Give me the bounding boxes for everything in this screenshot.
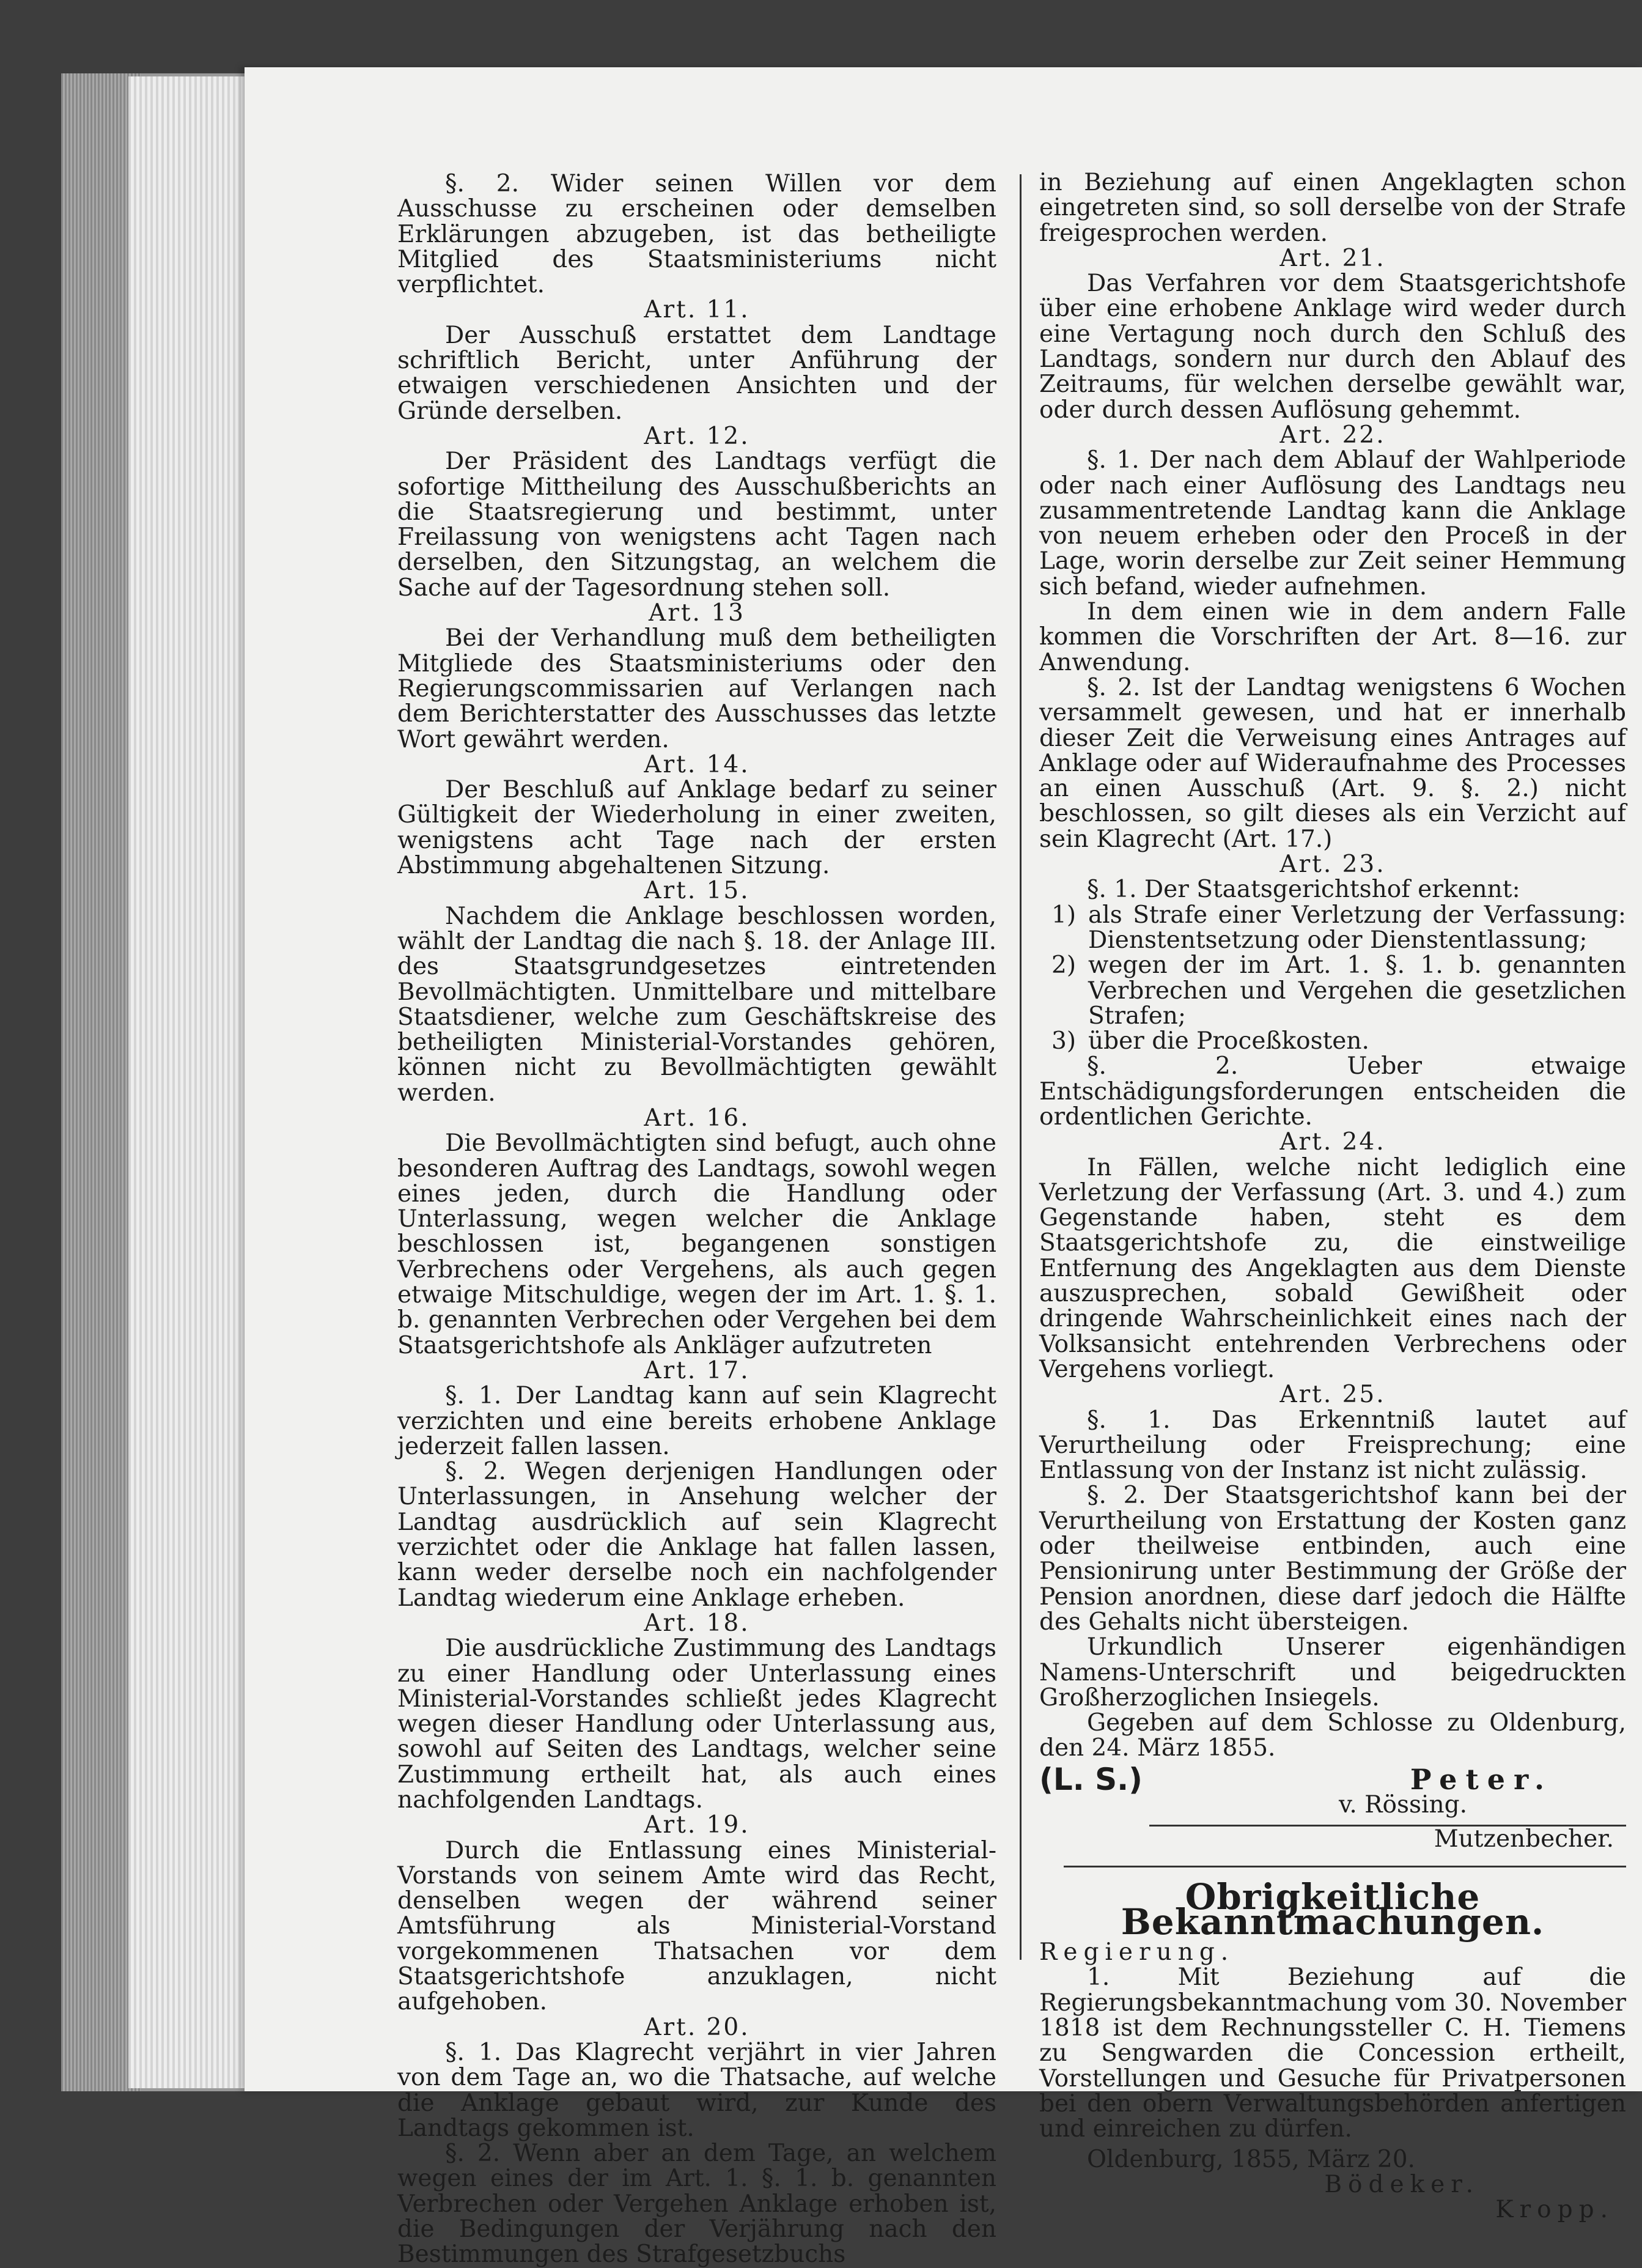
paragraph: In Fällen, welche nicht lediglich eine Verletzung der Verfassung (Art. 3. und 4.) zum Gegenstande haben, steht es dem Staatsgerichtshofe zu, die einstweilige Entfernung des Angeklagten aus dem Dienste auszusprechen, sobald Gewißheit oder dringende Wahrscheinlichkeit eines nach der Volksansicht entehrenden Verbrechens oder Vergehens vorliegt. bbox=[1039, 1153, 1626, 1383]
paragraph: Urkundlich Unserer eigenhändigen Namens-Unterschrift und beigedruckten Großherzoglichen Insiegels. bbox=[1039, 1633, 1626, 1712]
paragraph: §. 1. Der nach dem Ablauf der Wahlperiode oder nach einer Auflösung des Landtags neu zusammentretende Landtag kann die Anklage von neuem erheben oder den Proceß in der Lage, worin derselbe zur Zeit seiner Hemmung sich befand, wieder aufnehmen. bbox=[1039, 446, 1626, 600]
article-heading: Art. 11. bbox=[644, 296, 750, 324]
list-item bbox=[1039, 903, 1626, 953]
list-number: 1) bbox=[1051, 901, 1077, 929]
article-heading: Art. 24. bbox=[1279, 1128, 1386, 1156]
article-heading: Art. 20. bbox=[644, 2013, 750, 2041]
signature-kropp: Kropp. bbox=[1495, 2196, 1614, 2224]
article-heading: Art. 19. bbox=[644, 1811, 750, 1839]
paragraph: 1. Mit Beziehung auf die Regierungsbekanntmachung vom 30. November 1818 ist dem Rechnungssteller C. H. Tiemens zu Sengwarden die Concession ertheilt, Vorstellungen und Gesuche für Privatpersonen bei den obern Verwaltungsbehörden anfertigen und einreichen zu dürfen. bbox=[1039, 1963, 1626, 2143]
paragraph: Bei der Verhandlung muß dem betheiligten Mitgliede des Staatsministeriums oder den Regierungscommissarien auf Verlangen nach dem Berichterstatter des Ausschusses das letzte Wort gewährt werden. bbox=[397, 624, 996, 753]
article-heading: Art. 25. bbox=[1279, 1381, 1386, 1409]
paragraph: Gegeben auf dem Schlosse zu Oldenburg, den 24. März 1855. bbox=[1039, 1709, 1626, 1762]
signature-roessing: v. Rössing. bbox=[1338, 1791, 1467, 1819]
column-divider bbox=[1020, 174, 1022, 1960]
list-item bbox=[1039, 953, 1626, 1029]
article-heading: Art. 12. bbox=[644, 422, 750, 450]
list-item bbox=[1039, 1029, 1626, 1054]
paragraph: Die ausdrückliche Zustimmung des Landtags zu einer Handlung oder Unterlassung eines Ministerial-Vorstandes schließt jedes Klagrecht wegen dieser Handlung oder Unterlassung aus, sowohl auf Seiten des Landtags, welcher seine Zustimmung ertheilt hat, als auch eines nachfolgenden Landtags. bbox=[397, 1635, 996, 1814]
paragraph: Das Verfahren vor dem Staatsgerichtshofe über eine erhobene Anklage wird weder durch eine Vertagung noch durch den Schluß des Landtags, sondern nur durch den Ablauf des Zeitraums, für welchen derselbe gewählt war, oder durch dessen Auflösung gehemmt. bbox=[1039, 270, 1626, 424]
seal-mark: (L. S.) bbox=[1039, 1761, 1143, 1797]
article-heading: Art. 17. bbox=[644, 1356, 750, 1384]
article-heading: Art. 15. bbox=[644, 877, 750, 905]
signature-peter: Peter. bbox=[1410, 1762, 1553, 1796]
paragraph: §. 2. Ist der Landtag wenigstens 6 Wochen versammelt gewesen, und hat er innerhalb dieser Zeit die Verweisung eines Antrages auf Anklage oder auf Wideraufnahme des Processes an einen Ausschuß (Art. 9. §. 2.) nicht beschlossen, so gilt dieses als ein Verzicht auf sein Klagrecht (Art. 17.) bbox=[1039, 673, 1626, 853]
right-column bbox=[1039, 170, 1626, 2222]
paragraph-date: Oldenburg, 1855, März 20. bbox=[1087, 2145, 1415, 2173]
paragraph: §. 2. Wider seinen Willen vor dem Ausschusse zu erscheinen oder demselben Erklärungen abzugeben, ist das betheiligte Mitglied des Staatsministeriums nicht verpflichtet. bbox=[397, 170, 996, 299]
article-heading: Art. 23. bbox=[1279, 851, 1386, 879]
left-column bbox=[397, 171, 996, 2267]
list-number: 3) bbox=[1051, 1027, 1077, 1055]
list-text: über die Proceßkosten. bbox=[1088, 1027, 1369, 1055]
list-number: 2) bbox=[1051, 951, 1077, 980]
article-heading: Art. 18. bbox=[644, 1609, 750, 1637]
paragraph: Die Bevollmächtigten sind befugt, auch ohne besonderen Auftrag des Landtags, sowohl wegen eines jeden, durch die Handlung oder Unterlassung, wegen welcher die Anklage beschlossen ist, begangenen sonstigen Verbrechens oder Vergehens, als auch gegen etwaige Mitschuldige, wegen der im Art. 1. §. 1. b. genannten Verbrechen oder Vergehen bei dem Staatsgerichtshofe als Ankläger aufzutreten bbox=[397, 1129, 996, 1359]
list-text: als Strafe einer Verletzung der Verfassung: Dienstentsetzung oder Dienstentlassung; bbox=[1088, 901, 1626, 954]
signature-mutzenbecher: Mutzenbecher. bbox=[1434, 1825, 1614, 1853]
article-heading: Art. 14. bbox=[644, 750, 750, 778]
paragraph: §. 2. Ueber etwaige Entschädigungsforderungen entscheiden die ordentlichen Gerichte. bbox=[1039, 1052, 1626, 1131]
subsection-heading: Regierung. bbox=[1039, 1938, 1235, 1967]
signature-row bbox=[1039, 1761, 1626, 1797]
paragraph: Der Beschluß auf Anklage bedarf zu seiner Gültigkeit der Wiederholung in einer zweiten, wenigstens acht Tage nach der ersten Abstimmung abgehaltenen Sitzung. bbox=[397, 776, 996, 880]
signature-boedeker: Bödeker. bbox=[1324, 2170, 1479, 2198]
paragraph: Der Präsident des Landtags verfügt die sofortige Mittheilung des Ausschußberichts an die Staatsregierung und bestimmt, unter Freilassung von wenigstens acht Tagen nach derselben, den Sitzungstag, an welchem die Sache auf der Tagesordnung stehen soll. bbox=[397, 448, 996, 602]
paragraph: §. 1. Der Staatsgerichtshof erkennt: bbox=[1087, 876, 1520, 904]
article-heading: Art. 21. bbox=[1279, 244, 1386, 272]
paragraph: in Beziehung auf einen Angeklagten schon eingetreten sind, so soll derselbe von der Strafe freigesprochen werden. bbox=[1039, 169, 1626, 247]
paragraph: §. 2. Wegen derjenigen Handlungen oder Unterlassungen, in Ansehung welcher der Landtag ausdrücklich auf sein Klagrecht verzichtet oder die Anklage hat fallen lassen, kann weder derselbe noch ein nachfolgender Landtag wiederum eine Anklage erheben. bbox=[397, 1458, 996, 1612]
page-edges bbox=[128, 76, 263, 2088]
list-text: wegen der im Art. 1. §. 1. b. genannten Verbrechen und Vergehen die gesetzlichen Strafen; bbox=[1088, 951, 1626, 1030]
article-heading: Art. 22. bbox=[1279, 421, 1386, 449]
paragraph: Durch die Entlassung eines Ministerial-Vorstands von seinem Amte wird das Recht, denselben wegen der während seiner Amtsführung als Ministerial-Vorstand vorgekommenen Thatsachen vor dem Staatsgerichtshofe anzuklagen, nicht aufgehoben. bbox=[397, 1836, 996, 2016]
paragraph: Der Ausschuß erstattet dem Landtage schriftlich Bericht, unter Anführung der etwaigen verschiedenen Ansichten und der Gründe derselben. bbox=[397, 321, 996, 425]
paragraph: §. 1. Das Erkenntniß lautet auf Verurtheilung oder Freisprechung; eine Entlassung von der Instanz ist nicht zulässig. bbox=[1039, 1406, 1626, 1485]
section-heading: Obrigkeitliche Bekanntmachungen. bbox=[1121, 1875, 1545, 1943]
paragraph: In dem einen wie in dem andern Falle kommen die Vorschriften der Art. 8—16. zur Anwendung. bbox=[1039, 598, 1626, 676]
article-heading: Art. 16. bbox=[644, 1104, 750, 1132]
paragraph: §. 1. Das Klagrecht verjährt in vier Jahren von dem Tage an, wo die Thatsache, auf welche die Anklage gebaut wird, zur Kunde des Landtags gekommen ist. bbox=[397, 2038, 996, 2142]
paragraph: §. 1. Der Landtag kann auf sein Klagrecht verzichten und eine bereits erhobene Anklage jederzeit fallen lassen. bbox=[397, 1382, 996, 1460]
paragraph: Nachdem die Anklage beschlossen worden, wählt der Landtag die nach §. 18. der Anlage III. des Staatsgrundgesetzes eintretenden Bevollmächtigten. Unmittelbare und mittelbare Staatsdiener, welche zum Geschäftskreise des betheiligten Ministerial-Vorstandes gehören, können nicht zu Bevollmächtigten gewählt werden. bbox=[397, 902, 996, 1107]
article-heading: Art. 13 bbox=[649, 599, 745, 627]
paragraph: §. 2. Wenn aber an dem Tage, an welchem wegen eines der im Art. 1. §. 1. b. genannten Verbrechen oder Vergehen Anklage erhoben ist, die Bedingungen der Verjährung nach den Bestimmungen des Strafgesetzbuchs bbox=[397, 2140, 996, 2268]
section-divider bbox=[1064, 1866, 1626, 1867]
paragraph: §. 2. Der Staatsgerichtshof kann bei der Verurtheilung von Erstattung der Kosten ganz oder theilweise entbinden, auch eine Pensionirung unter Bestimmung der Größe der Pension anordnen, diese darf jedoch die Hälfte des Gehalts nicht übersteigen. bbox=[1039, 1482, 1626, 1636]
